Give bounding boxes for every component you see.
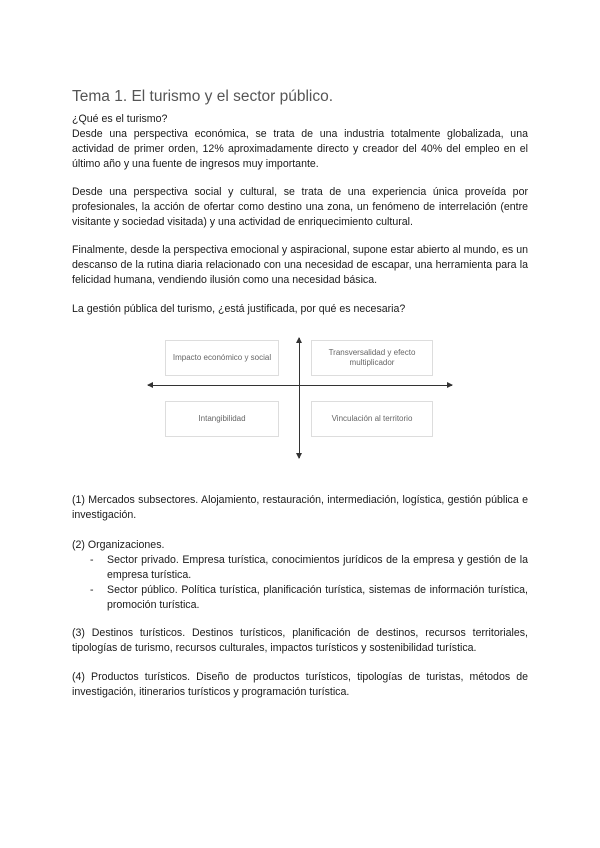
list-item-text: Sector público. Política turística, planificación turística, sistemas de información turística, promoción turística.	[107, 584, 528, 611]
quadrant-diagram	[148, 338, 452, 458]
section-products	[72, 670, 528, 700]
section-destinations	[72, 626, 528, 656]
definition-section	[72, 112, 528, 172]
question-heading: ¿Qué es el turismo?	[72, 113, 168, 125]
section-organizations	[72, 538, 528, 613]
vertical-axis-arrow	[299, 338, 300, 458]
quadrant-bottom-left: Intangibilidad	[165, 401, 279, 437]
management-question-block	[72, 302, 528, 317]
quadrant-bottom-right: Vinculación al territorio	[311, 401, 433, 437]
page-title: Tema 1. El turismo y el sector público.	[72, 88, 334, 105]
paragraph-social: Desde una perspectiva social y cultural, se trata de una experiencia única proveída por profesionales, la acción de ofertar como destino una zona, un fenómeno de interrelación (entre visitante y sociedad visitada) y una actividad de enriquecimiento cultural.	[72, 186, 528, 228]
quadrant-top-right: Transversalidad y efecto multiplicador	[311, 340, 433, 376]
list-item	[72, 553, 528, 583]
bullet-dash: -	[90, 554, 94, 566]
bullet-dash: -	[90, 584, 94, 596]
section-destinations-text: (3) Destinos turísticos. Destinos turísticos, planificación de destinos, recursos territoriales, tipologías de turismo, recursos culturales, impactos turísticos y sostenibilidad turística.	[72, 627, 528, 654]
paragraph-emotional: Finalmente, desde la perspectiva emocional y aspiracional, supone estar abierto al mundo, es un descanso de la rutina diaria relacionado con una necesidad de escapar, una herramienta para la felicidad humana, vendiendo ilusión como una necesidad básica.	[72, 244, 528, 286]
list-item-text: Sector privado. Empresa turística, conocimientos jurídicos de la empresa y gestión de la empresa turística.	[107, 554, 528, 581]
management-question: La gestión pública del turismo, ¿está justificada, por qué es necesaria?	[72, 303, 406, 315]
organizations-list	[72, 553, 528, 613]
list-item	[72, 583, 528, 613]
section-organizations-heading: (2) Organizaciones.	[72, 539, 165, 551]
section-markets-text: (1) Mercados subsectores. Alojamiento, restauración, intermediación, logística, gestión pública e investigación.	[72, 494, 528, 521]
horizontal-axis-arrow	[148, 385, 452, 386]
section-markets	[72, 493, 528, 523]
paragraph-economic: Desde una perspectiva económica, se trata de una industria totalmente globalizada, una actividad de primer orden, 12% aproximadamente directo y creador del 40% del empleo en el último año y una fuente de ingresos muy importante.	[72, 128, 528, 170]
paragraph-emotional-block	[72, 243, 528, 288]
quadrant-top-left: Impacto económico y social	[165, 340, 279, 376]
paragraph-social-block	[72, 185, 528, 230]
section-products-text: (4) Productos turísticos. Diseño de productos turísticos, tipologías de turistas, métodos de investigación, itinerarios turísticos y programación turística.	[72, 671, 528, 698]
